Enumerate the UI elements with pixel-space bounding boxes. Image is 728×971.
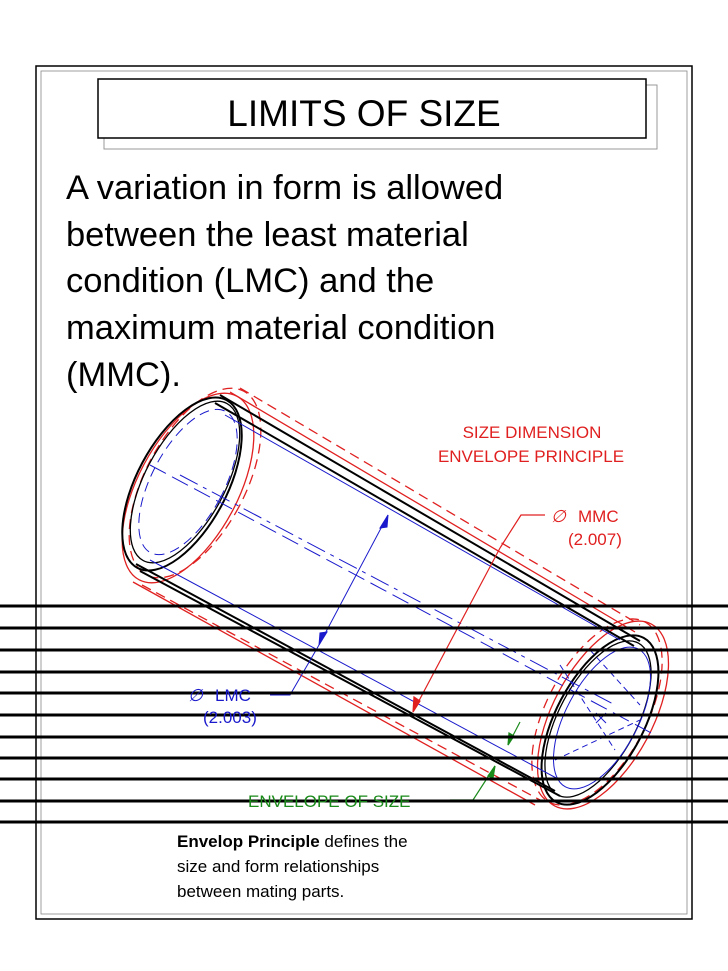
caption-line-2: size and form relationships — [177, 857, 380, 876]
caption-line-1 — [177, 832, 408, 851]
title-box — [98, 79, 657, 149]
description-line-4: maximum material condition — [66, 309, 496, 347]
page-title: LIMITS OF SIZE — [227, 93, 501, 134]
description-line-1: A variation in form is allowed — [66, 169, 504, 207]
description-line-3: condition (LMC) and the — [66, 262, 435, 300]
lmc-diameter-symbol: ∅ — [188, 686, 203, 705]
part-outline — [98, 379, 683, 823]
mmc-dimension-leader — [413, 515, 545, 712]
lmc-value: (2.003) — [203, 708, 257, 727]
envelope-of-size-label: ENVELOPE OF SIZE — [248, 792, 411, 811]
size-dimension-label: SIZE DIMENSION — [462, 423, 602, 442]
caption-bold-term: Envelop Principle — [177, 832, 320, 851]
mmc-envelope — [95, 368, 695, 830]
mmc-value: (2.007) — [568, 530, 622, 549]
cylinder-drawing — [95, 368, 695, 830]
description-line-2: between the least material — [66, 216, 469, 254]
mmc-diameter-symbol: ∅ — [551, 507, 566, 526]
caption-line-1-rest: defines the — [319, 832, 408, 851]
description-line-5: (MMC). — [66, 356, 181, 394]
lmc-label: LMC — [215, 686, 251, 705]
envelope-of-size-leaders — [450, 722, 520, 800]
description-paragraph — [66, 169, 503, 394]
envelope-principle-label: ENVELOPE PRINCIPLE — [437, 447, 625, 466]
caption — [177, 832, 408, 901]
caption-line-3: between mating parts. — [177, 882, 345, 901]
mmc-label: MMC — [578, 507, 619, 526]
